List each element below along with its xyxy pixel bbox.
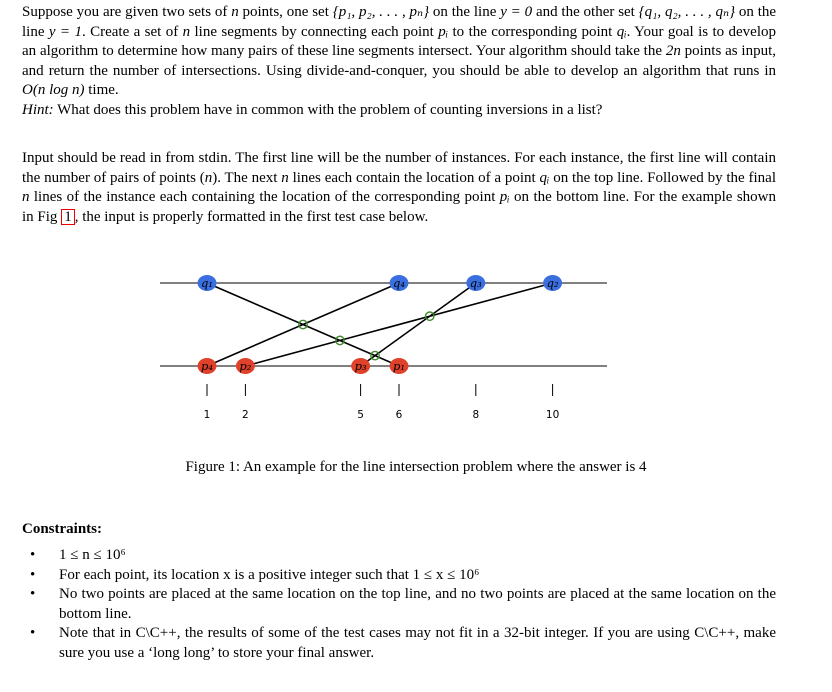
- math: O(n log n): [22, 82, 85, 98]
- math: {q₁, q₂, . . . , qₙ}: [638, 4, 736, 20]
- math: 2n: [665, 43, 681, 59]
- constraint-text: Note that in C\C++, the results of some of the test cases may not fit in a 32-bit integer. If you are using C\C++, make sure you use a ‘long long’ to store your final answer.: [59, 625, 776, 661]
- input-description: [22, 149, 776, 227]
- constraint-text: For each point, its location x is a positive integer such that 1 ≤ x ≤ 10⁶: [59, 566, 480, 583]
- tick-label: 10: [545, 409, 560, 421]
- math: pᵢ: [499, 189, 510, 205]
- bottom-point-label: p₄: [201, 359, 213, 373]
- math: n: [231, 4, 239, 20]
- text: on the top line. Followed by the final: [549, 169, 776, 186]
- text: on the line: [22, 4, 777, 40]
- math: n: [182, 23, 191, 40]
- hint-label: Hint:: [22, 101, 54, 118]
- math: n: [204, 169, 213, 186]
- constraints-list: [30, 546, 776, 663]
- list-item: [30, 624, 776, 663]
- math: {p₁, p₂, . . . , pₙ}: [332, 4, 430, 20]
- bullet-icon: •: [30, 586, 36, 602]
- top-point-label: q₃: [469, 276, 482, 290]
- text: time.: [84, 82, 119, 98]
- bottom-point-label: p₁: [393, 359, 405, 373]
- text: ). The next: [212, 169, 282, 186]
- tick-label: 8: [472, 409, 480, 421]
- top-point-label: q₁: [201, 276, 213, 290]
- text: points as input, and return the number of intersections. Using divide-and-conquer, you should be able to develop an algorithm that runs in: [22, 43, 776, 79]
- text: Input should be read in from stdin. The first line will be the number of instances. For each instance, the first line will contain the number of pairs of points (: [22, 150, 776, 186]
- math: qᵢ: [616, 23, 627, 40]
- constraints-heading: Constraints:: [22, 521, 103, 537]
- text: on the line: [429, 4, 501, 20]
- constraint-text: 1 ≤ n ≤ 10⁶: [59, 547, 126, 563]
- math: n: [22, 189, 30, 205]
- tick-label: 2: [242, 409, 249, 421]
- math: y = 1: [48, 23, 82, 40]
- text: and the other set: [532, 4, 639, 20]
- top-point-label: q₂: [546, 276, 559, 290]
- text: . Your goal is to develop an algorithm to determine how many pairs of these line segments intersect. Your algorithm should take the: [22, 23, 777, 59]
- text: , the input is properly formatted in the first test case below.: [74, 208, 429, 225]
- bottom-point-label: p₃: [354, 359, 367, 373]
- tick-label: 5: [357, 409, 364, 421]
- math: pᵢ: [438, 23, 449, 40]
- figure-reference-link[interactable]: 1: [61, 209, 75, 225]
- text: lines of the instance each containing the location of the corresponding point: [29, 189, 500, 205]
- hint-text: What does this problem have in common with the problem of counting inversions in a list?: [53, 101, 603, 118]
- list-item: [30, 566, 776, 586]
- text: . Create a set of: [81, 23, 183, 40]
- text: Suppose you are given two sets of: [22, 4, 232, 20]
- text: lines each contain the location of a point: [288, 169, 540, 186]
- bullet-icon: •: [30, 625, 36, 641]
- tick-label: 1: [203, 409, 211, 421]
- figure-caption: Figure 1: An example for the line intersection problem where the answer is 4: [185, 459, 647, 475]
- text: line segments by connecting each point: [190, 23, 439, 40]
- segment-line: [245, 283, 552, 366]
- tick-label: 6: [395, 409, 403, 421]
- problem-statement: [22, 3, 776, 120]
- list-item: [30, 585, 776, 624]
- list-item: [30, 546, 776, 566]
- constraint-text: No two points are placed at the same location on the top line, and no two points are placed at the same location on the bottom line.: [59, 586, 776, 622]
- top-point-label: q₄: [393, 276, 405, 290]
- figure-diagram: [155, 262, 615, 437]
- bottom-point-label: p₂: [239, 359, 252, 373]
- math: y = 0: [500, 4, 533, 20]
- text: points, one set: [238, 4, 333, 20]
- text: to the corresponding point: [448, 23, 617, 40]
- math: n: [281, 169, 289, 186]
- math: qᵢ: [539, 169, 550, 186]
- text: on the bottom line. For the example shown in Fig: [22, 189, 776, 225]
- bullet-icon: •: [30, 547, 36, 563]
- bullet-icon: •: [30, 566, 36, 583]
